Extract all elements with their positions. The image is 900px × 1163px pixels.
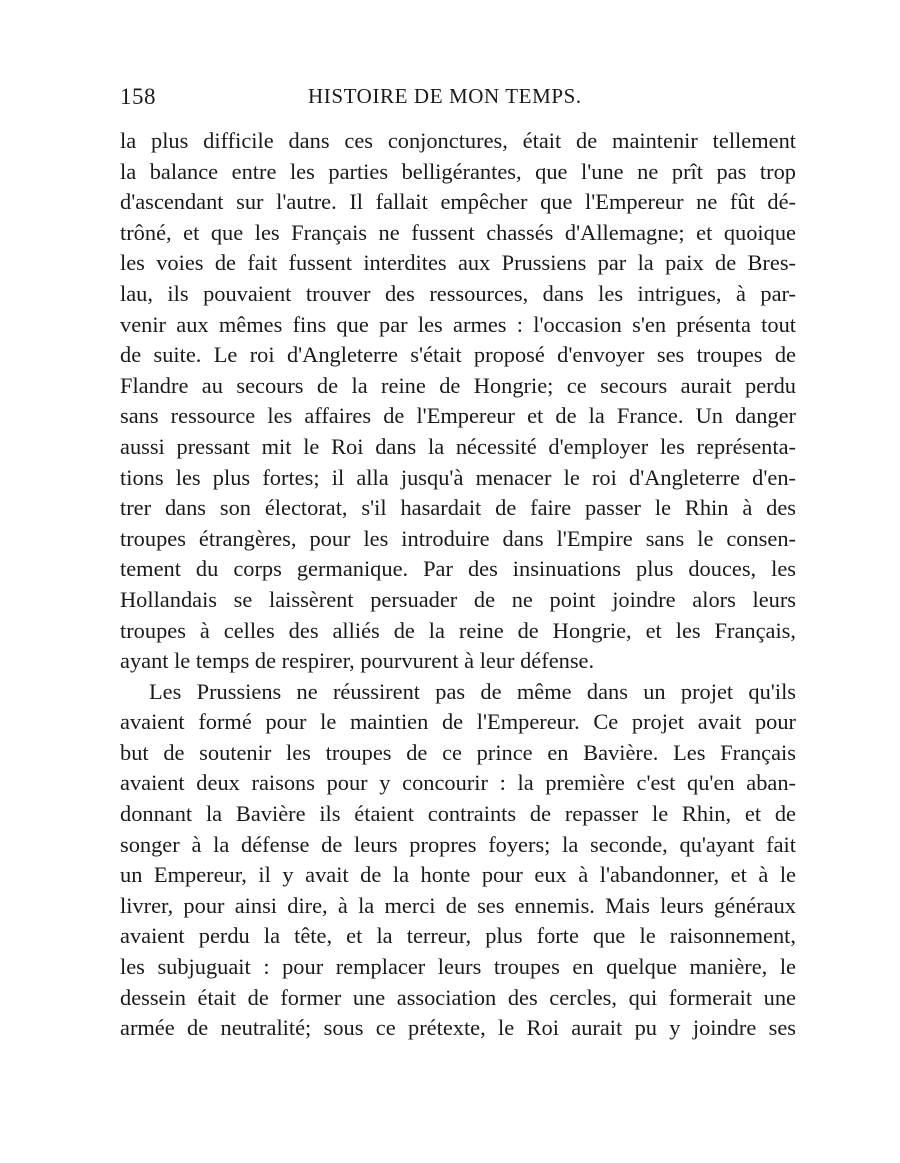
text-line: armée de neutralité; sous ce prétexte, le Roi aurait pu y joindre ses bbox=[120, 1015, 796, 1041]
text-line: les subjuguait : pour remplacer leurs troupes en quelque manière, le bbox=[120, 954, 796, 980]
text-line: avaient formé pour le maintien de l'Empereur. Ce projet avait pour bbox=[120, 709, 796, 735]
text-line: lau, ils pouvaient trouver des ressources, dans les intrigues, à par- bbox=[120, 280, 796, 306]
text-line: de suite. Le roi d'Angleterre s'était proposé d'envoyer ses troupes de bbox=[120, 342, 796, 368]
paragraph bbox=[120, 677, 796, 1044]
paragraph bbox=[120, 126, 796, 677]
page-number: 158 bbox=[120, 84, 156, 109]
text-line: la plus difficile dans ces conjonctures, était de maintenir tellement bbox=[120, 128, 796, 153]
text-line: songer à la défense de leurs propres foyers; la seconde, qu'ayant fait bbox=[120, 831, 796, 857]
text-line: but de soutenir les troupes de ce prince en Bavière. Les Français bbox=[120, 739, 796, 765]
text-line: avaient perdu la tête, et la terreur, plus forte que le raisonnement, bbox=[120, 923, 796, 949]
text-line: tement du corps germanique. Par des insinuations plus douces, les bbox=[120, 556, 796, 582]
text-line: aussi pressant mit le Roi dans la nécessité d'employer les représenta- bbox=[120, 433, 796, 459]
running-head bbox=[120, 84, 796, 114]
text-line: la balance entre les parties belligérantes, que l'une ne prît pas trop bbox=[120, 158, 796, 184]
body-text bbox=[120, 126, 796, 1044]
text-line: avaient deux raisons pour y concourir : la première c'est qu'en aban- bbox=[120, 770, 796, 796]
text-line: dessein était de former une association des cercles, qui formerait une bbox=[120, 984, 796, 1010]
text-line: Hollandais se laissèrent persuader de ne point joindre alors leurs bbox=[120, 586, 796, 612]
text-line: sans ressource les affaires de l'Empereur et de la France. Un danger bbox=[120, 403, 796, 429]
text-line: Les Prussiens ne réussirent pas de même dans un projet qu'ils bbox=[149, 678, 796, 704]
text-line: trer dans son électorat, s'il hasardait de faire passer le Rhin à des bbox=[120, 495, 796, 521]
text-line: donnant la Bavière ils étaient contraints de repasser le Rhin, et de bbox=[120, 801, 796, 827]
text-line: trôné, et que les Français ne fussent chassés d'Allemagne; et quoique bbox=[120, 219, 796, 245]
text-line: venir aux mêmes fins que par les armes : l'occasion s'en présenta tout bbox=[120, 311, 796, 337]
running-title: HISTOIRE DE MON TEMPS. bbox=[308, 84, 582, 108]
text-line: tions les plus fortes; il alla jusqu'à menacer le roi d'Angleterre d'en- bbox=[120, 464, 796, 490]
text-line: ayant le temps de respirer, pourvurent à leur défense. bbox=[120, 648, 595, 674]
text-line: Flandre au secours de la reine de Hongrie; ce secours aurait perdu bbox=[120, 372, 796, 398]
text-line: un Empereur, il y avait de la honte pour eux à l'abandonner, et à le bbox=[120, 862, 796, 888]
text-line: d'ascendant sur l'autre. Il fallait empêcher que l'Empereur ne fût dé- bbox=[120, 189, 796, 215]
text-line: livrer, pour ainsi dire, à la merci de ses ennemis. Mais leurs généraux bbox=[120, 892, 796, 918]
text-line: troupes étrangères, pour les introduire dans l'Empire sans le consen- bbox=[120, 525, 796, 551]
text-line: les voies de fait fussent interdites aux Prussiens par la paix de Bres- bbox=[120, 250, 796, 276]
text-line: troupes à celles des alliés de la reine de Hongrie, et les Français, bbox=[120, 617, 796, 643]
